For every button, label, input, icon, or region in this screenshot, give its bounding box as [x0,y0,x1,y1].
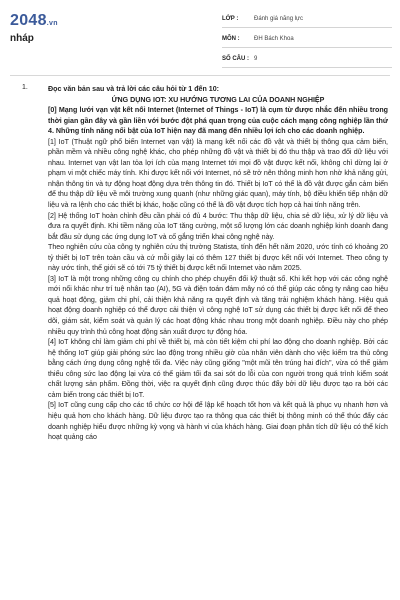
meta-value: 9 [254,55,258,62]
question-instruction: Đọc văn bản sau và trả lời các câu hỏi từ 1 đến 10: [48,85,220,93]
logo-suffix: .vn [46,20,58,27]
site-logo[interactable] [10,12,58,30]
question-number: 1. [22,84,28,91]
passage-paragraph: [1] IoT (Thuật ngữ phổ biến Internet vạn vật) là mạng kết nối các đồ vật và thiết bị thông qua cảm biến, phần mềm và nhiều công nghệ khác, cho phép những đồ vật và thiết bị đó thu thập và trao đổi dữ liệu với nhau. Internet vạn vật lan tỏa lợi ích của mạng Internet tới mọi đồ vật được kết nối, không chỉ dừng lại ở phạm vi một chiếc máy tính. Khi được kết nối với Internet, nó sẽ trở nên thông minh hơn nhờ khả năng gửi, nhận thông tin và tự động hoạt động dựa trên thông tin đó. Thiết bị IoT có thể là đồ vật được gắn cảm biến để thu thập dữ liệu về môi trường xung quanh (như những giác quan), máy tính, bộ điều khiển tiếp nhận dữ liệu và ra lệnh cho các thiết bị khác, hoặc cũng có thể là đồ vật được tích hợp cả hai tính năng trên. [48,137,388,210]
meta-row-class [222,10,392,28]
passage-title: ỨNG DỤNG IOT: XU HƯỚNG TƯƠNG LAI CỦA DOANH NGHIỆP [111,95,325,104]
meta-label: SỐ CÂU : [222,55,249,62]
exam-meta [222,10,392,70]
meta-label: MÔN : [222,35,240,42]
passage-intro: [0] Mạng lưới vạn vật kết nối Internet (Internet of Things - IoT) là cụm từ được nhắc đến nhiều trong thời gian gần đây và gần liền với bước đột phá quan trọng của cuộc cách mạng công nghiệp lần thứ 4. Những tính năng nổi bật của IoT hiện nay đã mang đến nhiều lợi ích cho các doanh nghiệp. [48,106,388,136]
logo-main: 2048 [10,12,47,29]
passage-paragraph: [3] IoT là một trong những công cụ chính cho phép chuyển đổi kỹ thuật số. Khi kết hợp với các công nghệ mới nổi khác như trí tuệ nhân tạo (AI), 5G và điện toán đám mây nó có thể giúp các công ty nâng cao hiệu quả hoạt động, giảm chi phí, cải thiện khả năng ra quyết định và tăng trải nghiệm khách hàng. Hiệu quả hoạt động doanh nghiệp có thể được cải thiện vì công nghệ IoT sử dụng các thiết bị được kết nối để theo dõi, giám sát, kiểm soát và quản lý các hoạt động khác nhau trong một doanh nghiệp. Điều này cho phép nhiều quy trình thủ công hoạt động sản xuất được tự động hóa. [48,274,388,336]
page-subtitle: nháp [10,33,34,44]
meta-value: ĐH Bách Khoa [254,35,294,42]
header-divider [10,75,390,76]
passage-paragraph: [2] Hệ thống IoT hoàn chỉnh đều cần phải có đủ 4 bước: Thu thập dữ liệu, chia sẻ dữ liệu, xử lý dữ liệu và đưa ra quyết định. Khi tiềm năng của IoT tăng cường, một số lượng lớn các doanh nghiệp kinh doanh đang bắt đầu sử dụng các ứng dụng IoT và cố gắng triển khai công nghệ này. [48,211,388,241]
meta-label: LỚP : [222,15,239,22]
meta-value: Đánh giá năng lực [254,15,304,22]
meta-row-subject [222,30,392,48]
header [0,0,400,70]
passage-paragraph: [5] IoT cũng cung cấp cho các tổ chức cơ hội để lập kế hoạch tốt hơn và kết quả là phục vụ nhanh hơn và hiệu quả hơn cho khách hàng. Dữ liệu được tạo ra thông qua các thiết bị thông minh có thể thúc đẩy các doanh nghiệp hiểu được những kỳ vọng và hành vi của khách hàng. Giai đoạn phân tích dữ liệu có thể kích hoạt quảng cáo [48,401,388,442]
passage-paragraph: Theo nghiên cứu của công ty nghiên cứu thị trường Statista, tính đến hết năm 2020, ước tính có khoảng 20 tỷ thiết bị IoT trên toàn cầu và cứ mỗi giây lại có thêm 127 thiết bị được kết nối với Internet. Theo công ty này ước tính, thế giới sẽ có tới 75 tỷ thiết bị được kết nối Internet vào năm 2025. [48,243,388,273]
question-body [48,84,388,443]
passage-paragraph: [4] IoT không chỉ làm giảm chi phí về thiết bị, mà còn tiết kiệm chi phí lao động cho doanh nghiệp. Bởi các hệ thống IoT giúp giải phóng sức lao động trong nhiều giờ của nhân viên dành cho việc kiểm tra thủ công bằng cách ứng dụng công nghệ tối đa. Việc này cũng giống "một mũi tên trúng hai đích", vừa có thể giảm thiểu công sức lao động lại vừa có thể giảm tối đa sai sót do lỗi của con người trong quá trình kiểm soát chất lượng sản phẩm. Đồng thời, việc ra quyết định cũng được thúc đẩy bởi dữ liệu được tạo ra bởi các cảm biến trong các thiết bị IoT. [48,338,388,399]
meta-row-count [222,50,392,68]
